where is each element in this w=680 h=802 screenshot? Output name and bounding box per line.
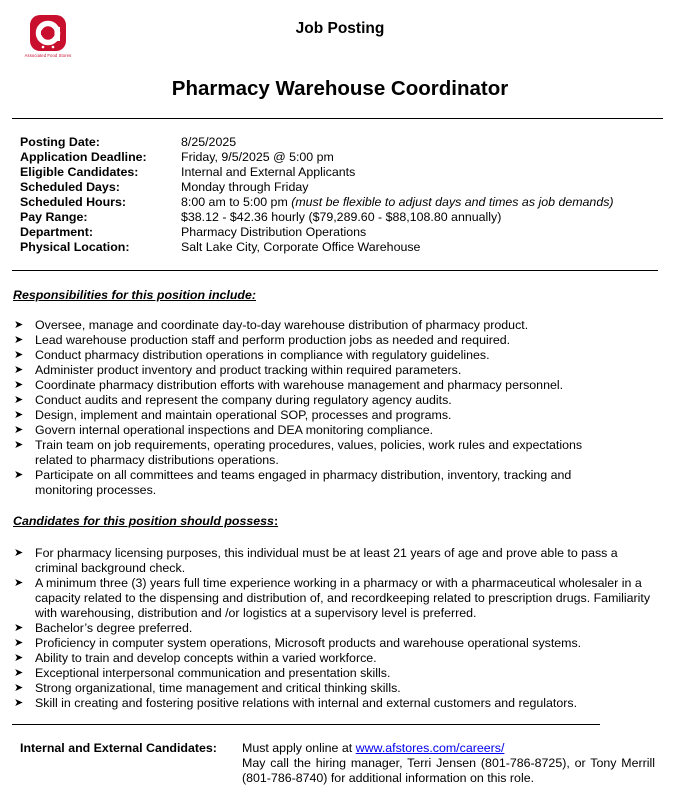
detail-value: Internal and External Applicants (181, 165, 356, 179)
responsibilities-heading: Responsibilities for this position include: (13, 288, 257, 302)
arrow-bullet-icon: ➤ (14, 409, 24, 421)
detail-value (181, 195, 614, 210)
list-item: ➤ Administer product inventory and product tracking within required parameters. (14, 363, 462, 377)
detail-label: Posting Date: (20, 135, 100, 149)
list-item: ➤ Proficiency in computer system operations, Microsoft products and warehouse operational systems. (14, 636, 582, 650)
arrow-bullet-icon: ➤ (14, 469, 24, 481)
detail-value: Friday, 9/5/2025 @ 5:00 pm (181, 150, 334, 164)
detail-row-pay (20, 210, 614, 225)
detail-label: Pay Range: (20, 210, 88, 224)
detail-label: Application Deadline: (20, 150, 147, 164)
detail-row-department (20, 225, 614, 240)
list-item: ➤ Oversee, manage and coordinate day-to-day warehouse distribution of pharmacy product. (14, 318, 529, 332)
list-item: ➤ Ability to train and develop concepts within a varied workforce. (14, 651, 377, 665)
arrow-bullet-icon: ➤ (14, 697, 24, 709)
list-item: ➤ Conduct pharmacy distribution operations in compliance with regulatory guidelines. (14, 348, 490, 362)
arrow-bullet-icon: ➤ (14, 394, 24, 406)
detail-row-days (20, 180, 614, 195)
divider-footer (12, 724, 600, 725)
footer-text: Must apply online at www.afstores.com/careers/ May call the hiring manager, Terri Jensen (801-786-8725), or Tony Merrill (801-786-8740) for additional information on this role. (242, 741, 655, 785)
detail-row-posting-date (20, 135, 614, 150)
logo-tagline: Associated Food Stores (24, 53, 72, 58)
divider-top (12, 118, 663, 119)
list-item: ➤ A minimum three (3) years full time experience working in a pharmacy or with a pharmaceutical wholesaler in a capacity related to the dispensing and distribution of, and recordkeeping related to prescription drugs. Familiarity with warehousing, distribution and /or logistics at a supervisory level is preferred. (14, 576, 651, 620)
application-instructions (20, 741, 655, 786)
detail-value: $38.12 - $42.36 hourly ($79,289.60 - $88,108.80 annually) (181, 210, 502, 224)
qualifications-heading: Candidates for this position should possess: (13, 514, 279, 528)
detail-value: Monday through Friday (181, 180, 309, 194)
detail-value: 8/25/2025 (181, 135, 237, 149)
detail-label: Physical Location: (20, 240, 130, 254)
hours-value: 8:00 am to 5:00 pm (181, 195, 288, 209)
detail-label: Eligible Candidates: (20, 165, 139, 179)
hours-note: (must be flexible to adjust days and times as job demands) (291, 195, 614, 209)
footer-label: Internal and External Candidates: (20, 741, 217, 755)
arrow-bullet-icon: ➤ (14, 439, 24, 451)
arrow-bullet-icon: ➤ (14, 349, 24, 361)
detail-label: Department: (20, 225, 93, 239)
list-item: ➤ Coordinate pharmacy distribution efforts with warehouse management and pharmacy personnel. (14, 378, 564, 392)
arrow-bullet-icon: ➤ (14, 424, 24, 436)
detail-row-deadline (20, 150, 614, 165)
detail-label: Scheduled Days: (20, 180, 120, 194)
arrow-bullet-icon: ➤ (14, 637, 24, 649)
arrow-bullet-icon: ➤ (14, 652, 24, 664)
list-item: ➤ Skill in creating and fostering positive relations with internal and external customers and regulators. (14, 696, 578, 710)
list-item: ➤ Participate on all committees and teams engaged in pharmacy distribution, inventory, tracking and monitoring processes. (14, 468, 572, 497)
arrow-bullet-icon: ➤ (14, 334, 24, 346)
posting-label: Job Posting (295, 20, 385, 37)
list-item: ➤ Exceptional interpersonal communication and presentation skills. (14, 666, 391, 680)
list-item: ➤ Strong organizational, time management and critical thinking skills. (14, 681, 401, 695)
arrow-bullet-icon: ➤ (14, 577, 24, 589)
job-title: Pharmacy Warehouse Coordinator (171, 77, 509, 100)
detail-row-hours (20, 195, 614, 210)
job-details (20, 135, 614, 255)
arrow-bullet-icon: ➤ (14, 364, 24, 376)
list-item: ➤ Conduct audits and represent the company during regulatory agency audits. (14, 393, 452, 407)
detail-value: Salt Lake City, Corporate Office Warehouse (181, 240, 421, 254)
list-item: ➤ For pharmacy licensing purposes, this individual must be at least 21 years of age and prove able to pass a criminal background check. (14, 546, 618, 575)
arrow-bullet-icon: ➤ (14, 547, 24, 559)
list-item: ➤ Design, implement and maintain operational SOP, processes and programs. (14, 408, 452, 422)
arrow-bullet-icon: ➤ (14, 667, 24, 679)
careers-link[interactable]: www.afstores.com/careers/ (355, 741, 505, 755)
responsibilities-list (13, 318, 663, 498)
arrow-bullet-icon: ➤ (14, 682, 24, 694)
list-item: ➤ Lead warehouse production staff and perform production jobs as needed and required. (14, 333, 511, 347)
detail-value: Pharmacy Distribution Operations (181, 225, 367, 239)
detail-row-location (20, 240, 614, 255)
detail-label: Scheduled Hours: (20, 195, 127, 209)
detail-row-eligible (20, 165, 614, 180)
list-item: ➤ Train team on job requirements, operating procedures, values, policies, work rules and expectations related to pharmacy distributions operations. (14, 438, 583, 467)
list-item: ➤ Bachelor’s degree preferred. (14, 621, 193, 635)
qualifications-list (13, 546, 663, 711)
list-item: ➤ Govern internal operational inspections and DEA monitoring compliance. (14, 423, 434, 437)
arrow-bullet-icon: ➤ (14, 319, 24, 331)
divider-details (12, 270, 658, 271)
arrow-bullet-icon: ➤ (14, 379, 24, 391)
arrow-bullet-icon: ➤ (14, 622, 24, 634)
